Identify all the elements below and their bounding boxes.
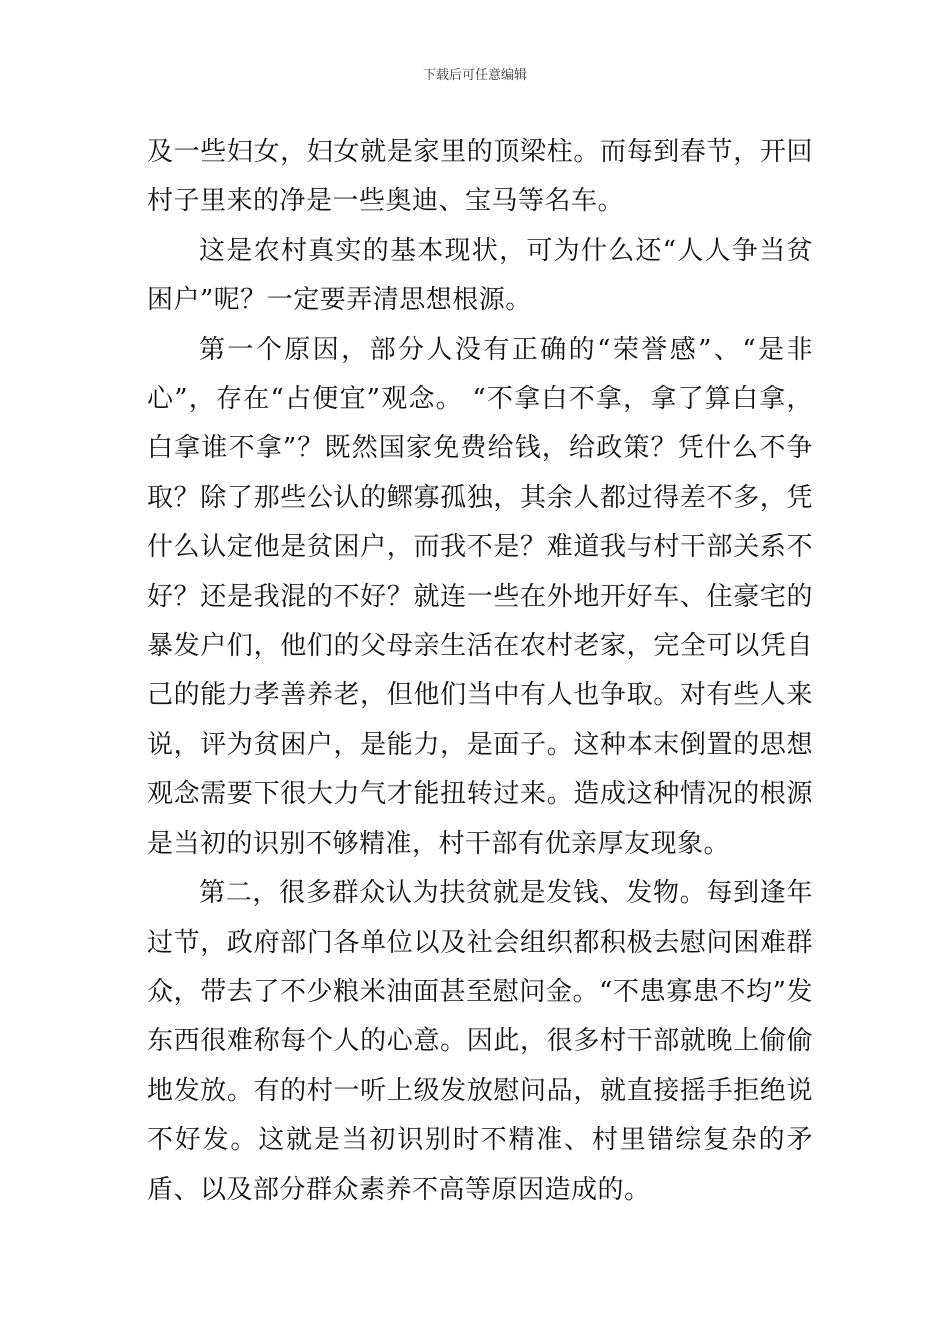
paragraph: 这是农村真实的基本现状，可为什么还“人人争当贫困户”呢？一定要弄清思想根源。 [147,235,813,316]
paragraph: 第二，很多群众认为扶贫就是发钱、发物。每到逢年过节，政府部门各单位以及社会组织都积极去慰问困难群众，带去了不少粮米油面甚至慰问金。“不患寡患不均”发东西很难称每个人的心意。因此，很多村干部就晚上偷偷地发放。有的村一听上级发放慰问品，就直接摇手拒绝说不好发。这就是当初识别时不精准、村里错综复杂的矛盾、以及部分群众素养不高等原因造成的。 [147,878,813,1205]
document-body [147,128,813,1215]
paragraph: 及一些妇女，妇女就是家里的顶梁柱。而每到春节，开回村子里来的净是一些奥迪、宝马等名车。 [147,137,813,217]
paragraph: 第一个原因，部分人没有正确的“荣誉感”、“是非心”，存在“占便宜”观念。 “不拿白不拿，拿了算白拿，白拿谁不拿”？既然国家免费给钱，给政策？凭什么不争取？除了那些公认的鳏寡孤独，其余人都过得差不多，凭什么认定他是贫困户，而我不是？难道我与村干部关系不好？还是我混的不好？就连一些在外地开好车、住豪宅的暴发户们，他们的父母亲生活在农村老家，完全可以凭自己的能力孝善养老，但他们当中有人也争取。对有些人来说，评为贫困户，是能力，是面子。这种本末倒置的思想观念需要下很大力气才能扭转过来。造成这种情况的根源是当初的识别不够精准，村干部有优亲厚友现象。 [147,334,813,859]
page-header: 下载后可任意编辑 [422,68,527,83]
